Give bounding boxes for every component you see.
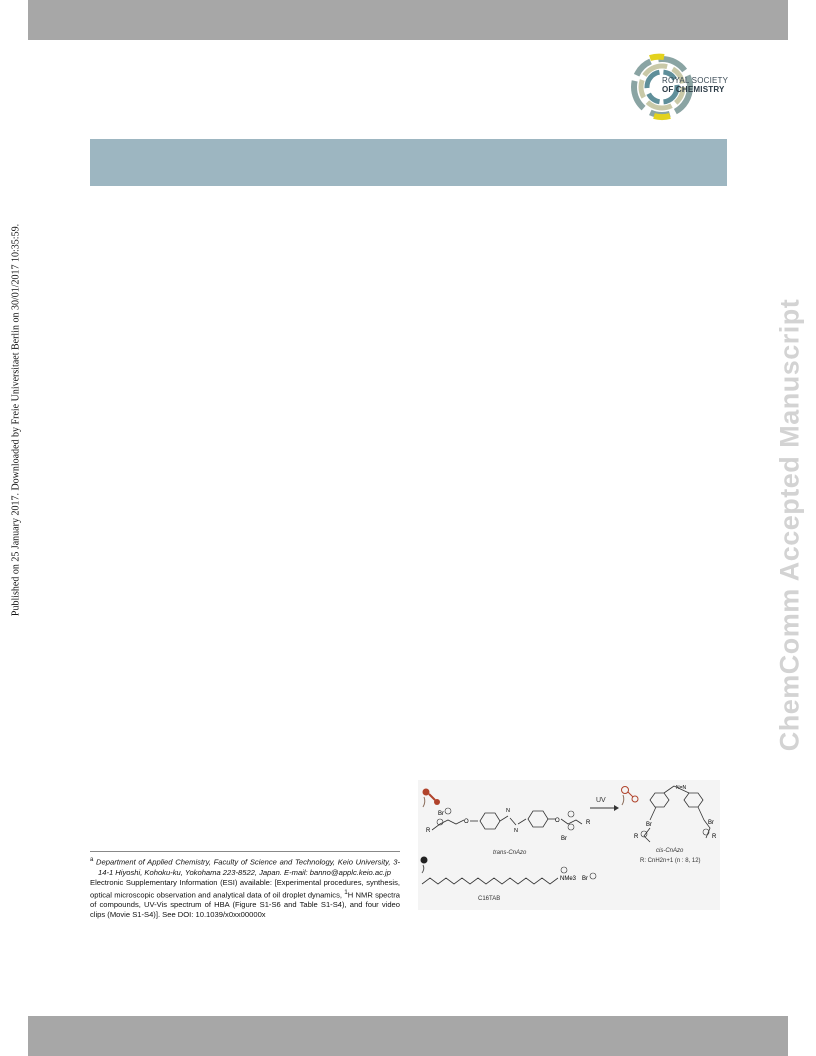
logo-line-1: ROYAL SOCIETY bbox=[662, 76, 729, 85]
scheme-drawing bbox=[418, 780, 720, 910]
cis-br-label-2: Br bbox=[708, 820, 714, 826]
affiliation-text: Department of Applied Chemistry, Faculty of Science and Technology, Keio University, 3-14-1 Hiyoshi, Kohoku-ku, Yokohama 223-8522, Japan. E-mail: banno@applc.keio.ac.jp bbox=[96, 857, 400, 877]
nme3-label: NMe3 bbox=[560, 876, 577, 882]
c16tab-structure bbox=[421, 857, 597, 903]
trans-cnazo-structure bbox=[423, 789, 592, 857]
cis-cnazo-structure bbox=[622, 785, 718, 864]
uv-label: UV bbox=[596, 797, 606, 804]
esi-footnote bbox=[90, 878, 400, 921]
azo-n-label: N bbox=[506, 808, 510, 814]
azo-n-label-2: N bbox=[514, 828, 518, 834]
esi-text-start: Electronic Supplementary Information (ESI) available: [Experimental procedures, synthesis, optical microscopic observation and analytical data of oil droplet dynamics, bbox=[90, 877, 400, 900]
c16tab-label: C16TAB bbox=[478, 896, 501, 902]
c16tab-br-label: Br bbox=[582, 876, 588, 882]
r-definition: R: CnH2n+1 (n : 8, 12) bbox=[640, 858, 701, 864]
ether-oxygen-label: O bbox=[464, 819, 469, 825]
download-notice-text: Published on 25 January 2017. Downloaded by Freie Universitaet Berlin on 30/01/2017 10:35:59. bbox=[10, 223, 22, 617]
header-bar bbox=[28, 0, 788, 40]
affiliation-marker: a bbox=[90, 857, 94, 863]
cis-r-label: R bbox=[634, 834, 639, 840]
trans-cnazo-label: trans-CnAzo bbox=[493, 850, 527, 856]
ether-oxygen-label-2: O bbox=[555, 818, 560, 824]
affiliation-footnote bbox=[90, 855, 400, 878]
title-band bbox=[90, 139, 727, 186]
cis-azo-label: N=N bbox=[676, 785, 687, 791]
rsc-logo-text bbox=[662, 76, 728, 94]
footer-bar bbox=[28, 1016, 788, 1056]
uv-arrow bbox=[590, 797, 619, 811]
br-anion-label: Br bbox=[438, 811, 444, 817]
head-group-bead bbox=[423, 789, 430, 796]
cis-r-label-2: R bbox=[712, 834, 717, 840]
chemical-scheme bbox=[418, 780, 720, 910]
logo-line-2: OF CHEMISTRY bbox=[662, 85, 725, 94]
cis-cnazo-label: cis-CnAzo bbox=[656, 848, 684, 854]
r-group-label-2: R bbox=[586, 820, 591, 826]
c16tab-head-bead bbox=[421, 857, 428, 864]
r-group-label: R bbox=[426, 828, 431, 834]
br-anion-label-2: Br bbox=[561, 836, 567, 842]
esi-text-end: H NMR spectra of compounds, UV-Vis spectrum of HBA (Figure S1-S6 and Table S1-S4), and four video clips (Movie S1-S4)]. See DOI: 10.1039/x0xx00000x bbox=[90, 890, 400, 920]
watermark-text: ChemComm Accepted Manuscript bbox=[774, 298, 805, 752]
cis-br-label: Br bbox=[646, 822, 652, 828]
esi-superscript: 1 bbox=[344, 888, 348, 896]
footnotes bbox=[90, 855, 400, 920]
footnote-divider bbox=[90, 851, 400, 852]
